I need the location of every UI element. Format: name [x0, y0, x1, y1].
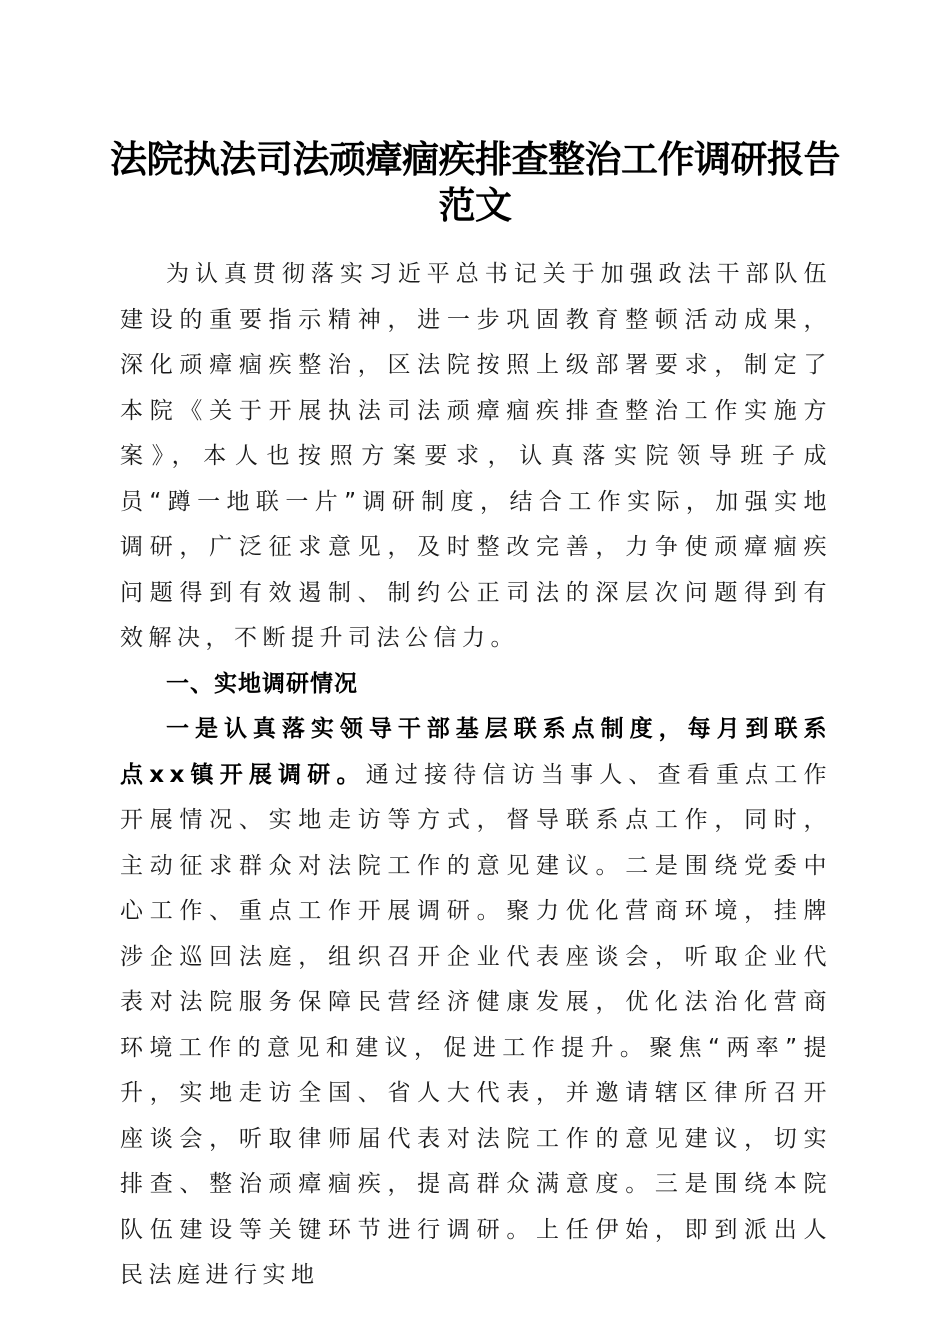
title-line-1: 法院执法司法顽瘴痼疾排查整治工作调研报告: [110, 137, 840, 181]
section-heading: 一、实地调研情况: [166, 670, 358, 697]
document-body: [120, 252, 832, 1299]
title-line-2: 范文: [438, 183, 512, 227]
paragraph-lead-sentence: 一是认真落实领导干部基层联系点制度，每月到联系点xx镇开展调研。: [120, 716, 832, 788]
section-paragraph: [120, 707, 832, 1299]
document-title: [110, 136, 840, 228]
intro-paragraph-text: 为认真贯彻落实习近平总书记关于加强政法干部队伍建设的重要指示精神，进一步巩固教育整顿活动成果，深化顽瘴痼疾整治，区法院按照上级部署要求，制定了本院《关于开展执法司法顽瘴痼疾排查整治工作实施方案》，本人也按照方案要求，认真落实院领导班子成员“蹲一地联一片”调研制度，结合工作实际，加强实地调研，广泛征求意见，及时整改完善，力争使顽瘴痼疾问题得到有效遏制、制约公正司法的深层次问题得到有效解决，不断提升司法公信力。: [120, 261, 832, 651]
section-paragraph-text: 通过接待信访当事人、查看重点工作开展情况、实地走访等方式，督导联系点工作，同时，主动征求群众对法院工作的意见建议。二是围绕党委中心工作、重点工作开展调研。聚力优化营商环境，挂牌涉企巡回法庭，组织召开企业代表座谈会，听取企业代表对法院服务保障民营经济健康发展，优化法治化营商环境工作的意见和建议，促进工作提升。聚焦“两率”提升，实地走访全国、省人大代表，并邀请辖区律所召开座谈会，听取律师届代表对法院工作的意见建议，切实排查、整治顽瘴痼疾，提高群众满意度。三是围绕本院队伍建设等关键环节进行调研。上任伊始，即到派出人民法庭进行实地: [120, 761, 833, 1288]
intro-paragraph: [120, 252, 832, 662]
